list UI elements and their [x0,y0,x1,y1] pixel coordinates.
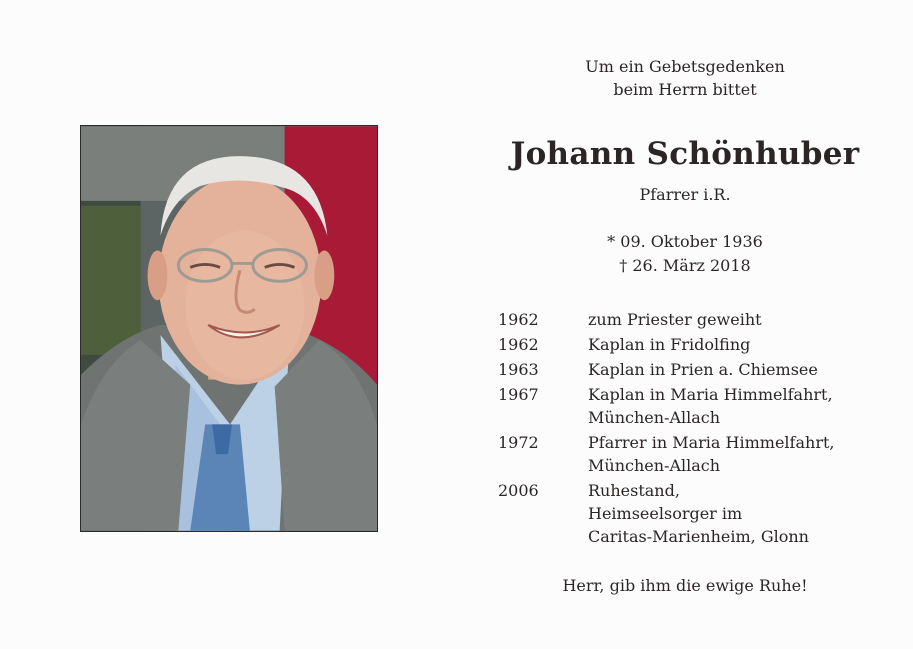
deceased-title: Pfarrer i.R. [639,185,731,204]
biography-row [498,431,868,477]
biography-list [498,308,868,550]
biography-row [498,333,868,356]
biography-year: 2006 [498,481,539,500]
biography-text: zum Priester geweiht [588,310,762,329]
biography-text: Kaplan in Prien a. Chiemsee [588,360,818,379]
intro-line-1: Um ein Gebetsgedenken [585,57,785,76]
portrait-photo [80,125,378,532]
biography-text: Kaplan in Maria Himmelfahrt, München-Allach [588,385,833,427]
biography-year: 1963 [498,360,539,379]
portrait-illustration [81,126,377,531]
intro-text [555,55,815,101]
biography-text: Ruhestand, Heimseelsorger im Caritas-Marienheim, Glonn [588,481,809,546]
biography-year: 1967 [498,385,539,404]
biography-year: 1962 [498,335,539,354]
life-dates [560,230,810,278]
intro-line-2: beim Herrn bittet [613,80,757,99]
biography-year: 1962 [498,310,539,329]
death-date: † 26. März 2018 [619,256,751,275]
deceased-name: Johann Schönhuber [510,136,860,172]
biography-row [498,358,868,381]
birth-date: * 09. Oktober 1936 [607,232,763,251]
biography-text: Kaplan in Fridolfing [588,335,751,354]
closing-prayer: Herr, gib ihm die ewige Ruhe! [562,576,808,595]
biography-row [498,479,868,548]
biography-text: Pfarrer in Maria Himmelfahrt, München-Allach [588,433,835,475]
biography-row [498,308,868,331]
biography-year: 1972 [498,433,539,452]
biography-row [498,383,868,429]
